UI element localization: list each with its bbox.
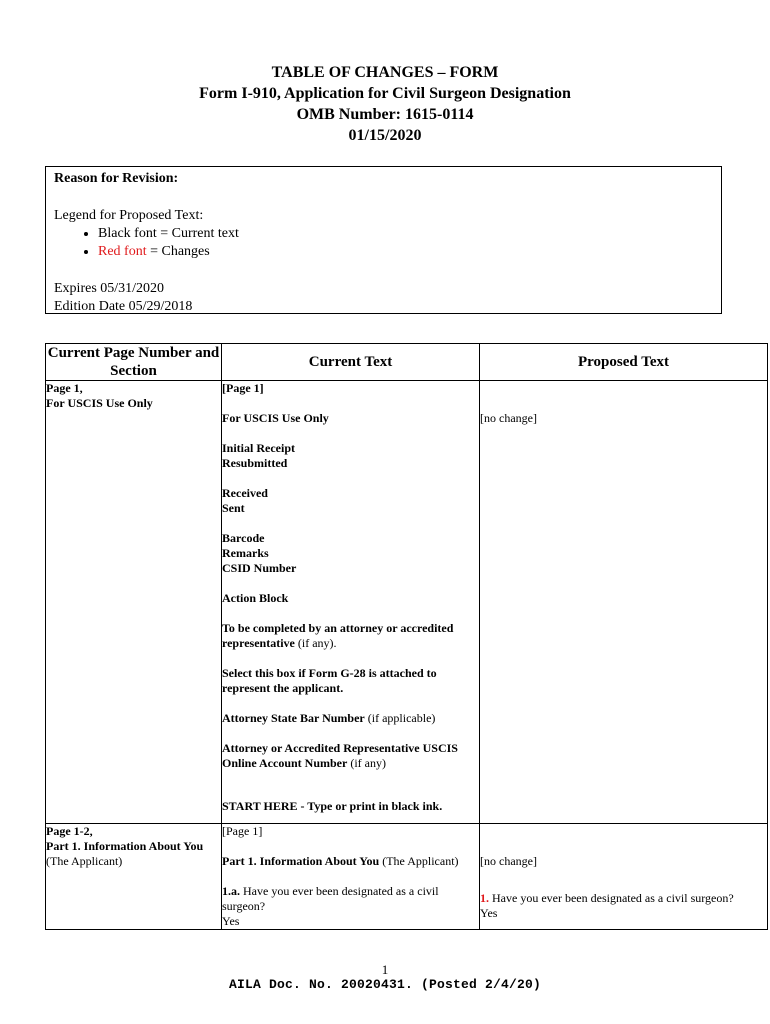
revision-title: Reason for Revision: — [54, 171, 179, 186]
row2-q1a-text: Have you ever been designated as a civil surgeon? — [222, 884, 439, 913]
row2-proposed-text — [480, 824, 768, 930]
row2-part1 — [222, 854, 479, 869]
row1-attorney — [222, 621, 479, 651]
row1-resubmitted: Resubmitted — [222, 456, 288, 470]
row2-p1-yes: Yes — [480, 906, 498, 920]
header-form-name: Form I-910, Application for Civil Surgeon Designation — [199, 85, 571, 102]
row2-p1-number: 1. — [480, 891, 489, 905]
table-row — [46, 381, 768, 824]
legend-red-label: Red font — [98, 244, 147, 259]
legend-title: Legend for Proposed Text: — [54, 208, 204, 223]
row1-page-ref: [Page 1] — [222, 381, 264, 395]
row1-attorney-bold: To be completed by an attorney or accredited representative — [222, 621, 454, 650]
row2-current-text — [222, 824, 480, 930]
row2-question-1a — [222, 884, 479, 929]
row1-csid: CSID Number — [222, 561, 297, 575]
row2-section-normal: (The Applicant) — [46, 854, 123, 868]
expires-date: Expires 05/31/2020 — [54, 281, 165, 296]
row1-account-normal: (if any) — [347, 756, 386, 770]
legend-item-red — [98, 243, 713, 261]
row1-sent: Sent — [222, 501, 245, 515]
row1-section-page: Page 1, — [46, 381, 83, 395]
row1-bar-bold: Attorney State Bar Number — [222, 711, 365, 725]
row1-action-block: Action Block — [222, 591, 289, 605]
row1-receipt-group — [222, 441, 479, 471]
row1-bar-normal: (if applicable) — [364, 711, 436, 725]
row2-part1-normal: (The Applicant) — [379, 854, 459, 868]
changes-table — [45, 343, 768, 930]
edition-date: Edition Date 05/29/2018 — [54, 299, 193, 314]
row1-barcode: Barcode — [222, 531, 265, 545]
row2-part1-bold: Part 1. Information About You — [222, 854, 380, 868]
row1-proposed-text — [480, 381, 768, 824]
header-current-text: Current Text — [222, 344, 480, 381]
page-number: 1 — [381, 962, 389, 977]
revision-box — [45, 166, 722, 314]
row1-start-here: START HERE - Type or print in black ink. — [222, 799, 443, 813]
row1-g28: Select this box if Form G-28 is attached to represent the applicant. — [222, 666, 437, 695]
row2-section-name — [46, 839, 221, 869]
row2-q1a-number: 1.a. — [222, 884, 240, 898]
header-current-page: Current Page Number and Section — [46, 344, 222, 381]
table-header-row — [46, 344, 768, 381]
header-date: 01/15/2020 — [348, 127, 422, 144]
row2-no-change: [no change] — [480, 854, 537, 868]
header-omb-number: OMB Number: 1615-0114 — [296, 106, 474, 123]
legend-red-desc: = Changes — [146, 244, 210, 259]
table-row — [46, 824, 768, 930]
legend-list — [54, 225, 713, 261]
row1-barcode-group — [222, 531, 479, 576]
row1-bar-number — [222, 711, 479, 726]
row1-remarks: Remarks — [222, 546, 269, 560]
row1-section — [46, 381, 222, 824]
row2-section-page: Page 1-2, — [46, 824, 93, 838]
row1-no-change: [no change] — [480, 411, 537, 425]
row2-proposed-question-1 — [480, 891, 767, 921]
row1-section-name: For USCIS Use Only — [46, 396, 153, 410]
row2-page-ref: [Page 1] — [222, 824, 263, 838]
row1-received: Received — [222, 486, 268, 500]
row1-account-number — [222, 741, 479, 771]
row1-initial-receipt: Initial Receipt — [222, 441, 295, 455]
legend-black-desc: = Current text — [156, 226, 239, 241]
document-header — [0, 62, 770, 146]
legend-black-label: Black font — [98, 226, 157, 241]
header-title: TABLE OF CHANGES – FORM — [271, 64, 499, 81]
row2-q1a-yes: Yes — [222, 914, 240, 928]
row1-received-group — [222, 486, 479, 516]
header-proposed-text: Proposed Text — [480, 344, 768, 381]
row2-section-bold: Part 1. Information About You — [46, 839, 204, 853]
row2-section — [46, 824, 222, 930]
legend-item-black — [98, 225, 713, 243]
row1-current-text — [222, 381, 480, 824]
aila-doc-number: AILA Doc. No. 20020431. (Posted 2/4/20) — [228, 977, 542, 992]
row1-attorney-normal: (if any). — [294, 636, 337, 650]
page-footer — [0, 963, 770, 993]
row1-uscis: For USCIS Use Only — [222, 411, 329, 425]
row2-p1-text: Have you ever been designated as a civil surgeon? — [489, 891, 734, 905]
row1-account-bold: Attorney or Accredited Representative USCIS Online Account Number — [222, 741, 458, 770]
